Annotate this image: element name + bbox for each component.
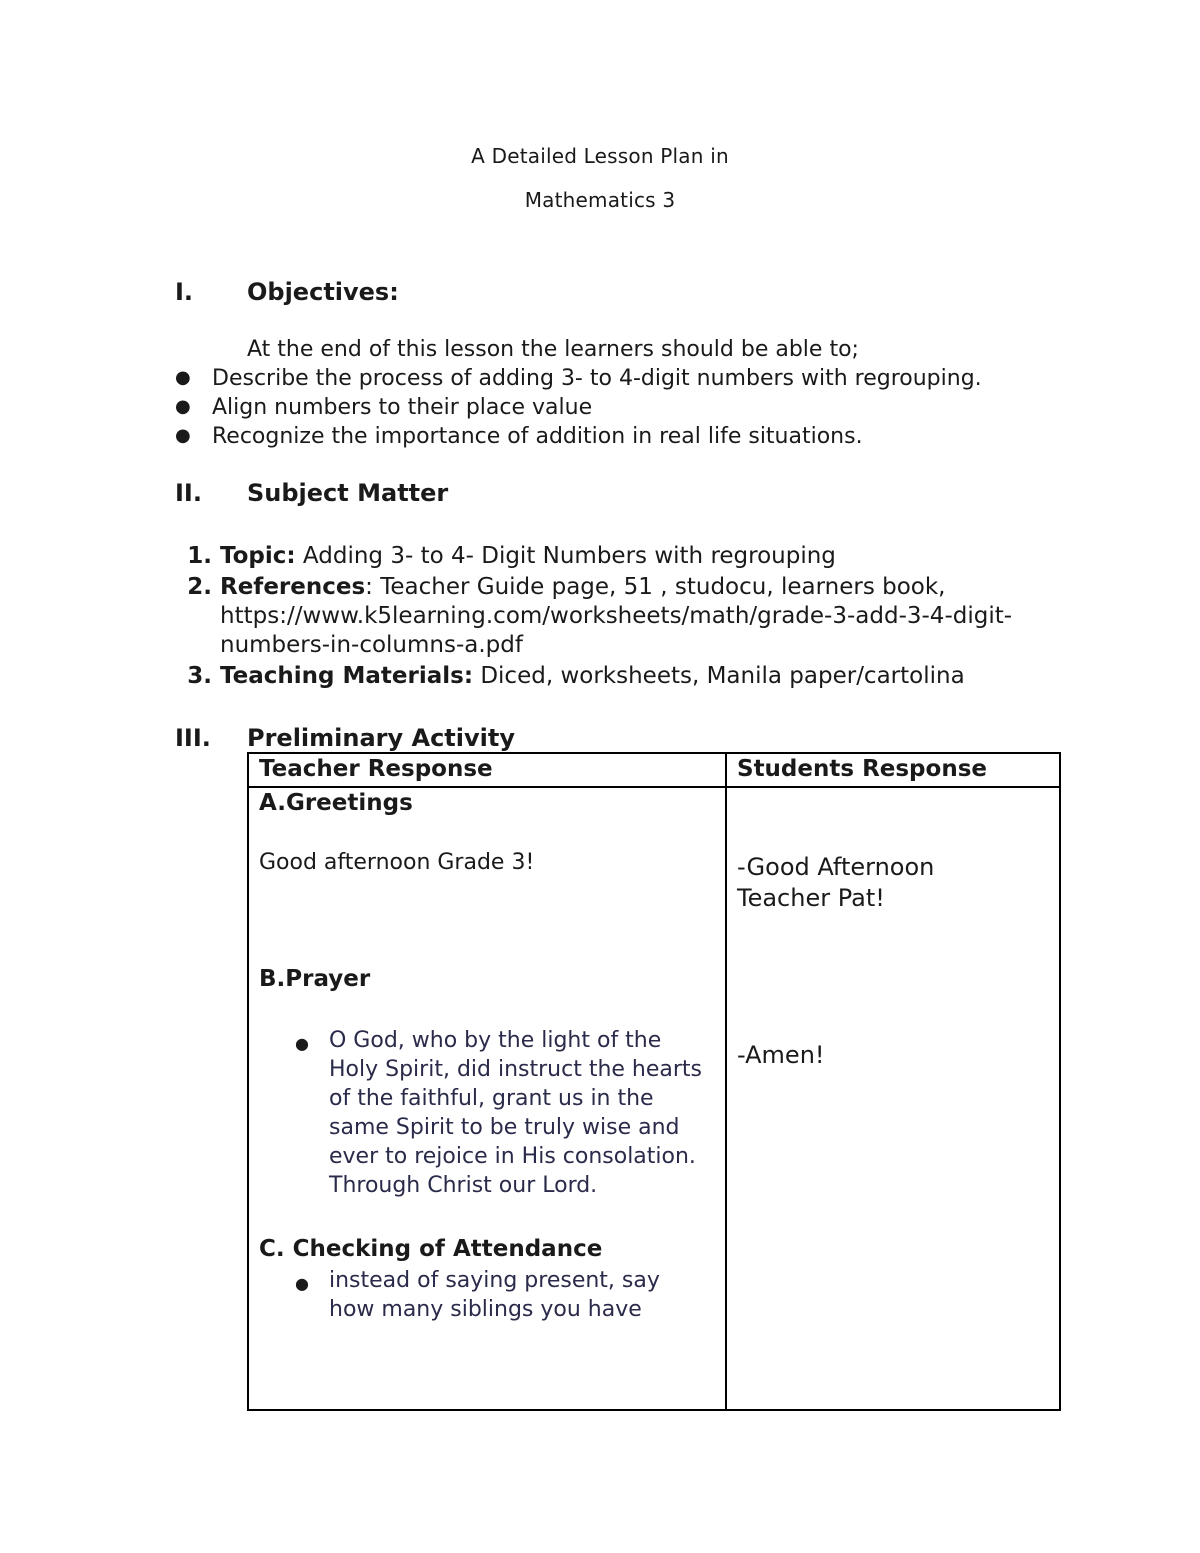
objective-item: Describe the process of adding 3- to 4-digit numbers with regrouping.	[212, 366, 982, 391]
greetings-label: A.Greetings	[259, 790, 413, 816]
item-label: Teaching Materials:	[220, 663, 474, 689]
response-line: -Good Afternoon	[737, 853, 935, 881]
prayer-line: Through Christ our Lord.	[329, 1173, 598, 1198]
section-title-preliminary: Preliminary Activity	[247, 724, 515, 752]
column-header-students: Students Response	[726, 753, 1060, 787]
prayer-line: ever to rejoice in His consolation.	[329, 1144, 696, 1169]
section-title-objectives: Objectives:	[247, 278, 399, 306]
section-numeral-preliminary: III.	[175, 724, 211, 752]
prayer-line: Holy Spirit, did instruct the hearts	[329, 1057, 703, 1082]
prayer-text	[329, 1026, 709, 1200]
section-numeral-objectives: I.	[175, 278, 194, 306]
column-header-teacher: Teacher Response	[248, 753, 726, 787]
subject-item-materials	[187, 662, 1120, 691]
attendance-text	[329, 1266, 709, 1324]
greetings-response	[737, 852, 934, 914]
prayer-label: B.Prayer	[259, 966, 371, 992]
students-response-cell	[726, 787, 1060, 1410]
prayer-line: of the faithful, grant us in the	[329, 1086, 654, 1111]
response-line: Teacher Pat!	[737, 884, 885, 912]
subject-matter-list	[187, 542, 1120, 691]
subject-item-topic	[187, 542, 1120, 571]
bullet-icon: ●	[295, 1274, 309, 1293]
item-text: Diced, worksheets, Manila paper/cartolina	[473, 663, 965, 689]
item-number: 2.	[187, 574, 212, 600]
reference-url: https://www.k5learning.com/worksheets/math/grade-3-add-3-4-digit-	[220, 603, 1013, 629]
greetings-text: Good afternoon Grade 3!	[259, 850, 535, 875]
item-number: 3.	[187, 663, 212, 689]
objective-item: Recognize the importance of addition in real life situations.	[212, 424, 863, 449]
document-subtitle: Mathematics 3	[524, 188, 676, 212]
item-colon: :	[365, 574, 373, 600]
item-text: Teacher Guide page, 51 , studocu, learners book,	[372, 574, 946, 600]
bullet-icon: ●	[295, 1034, 309, 1053]
prayer-response: -Amen!	[737, 1041, 825, 1069]
section-numeral-subject: II.	[175, 479, 202, 507]
item-text: Adding 3- to 4- Digit Numbers with regrouping	[295, 543, 836, 569]
item-label: References	[220, 574, 366, 600]
item-label: Topic:	[220, 543, 296, 569]
activity-table	[247, 752, 1061, 1411]
subject-item-references	[187, 573, 1120, 660]
bullet-icon: ●	[175, 396, 191, 417]
attendance-label: C. Checking of Attendance	[259, 1236, 603, 1262]
teacher-response-cell	[248, 787, 726, 1410]
objectives-intro: At the end of this lesson the learners should be able to;	[247, 337, 859, 362]
prayer-line: O God, who by the light of the	[329, 1028, 662, 1053]
attendance-line: how many siblings you have	[329, 1297, 642, 1322]
reference-url-cont: numbers-in-columns-a.pdf	[220, 632, 523, 658]
objective-item: Align numbers to their place value	[212, 395, 593, 420]
document-title: A Detailed Lesson Plan in	[471, 144, 729, 168]
bullet-icon: ●	[175, 425, 191, 446]
item-number: 1.	[187, 543, 212, 569]
attendance-line: instead of saying present, say	[329, 1268, 660, 1293]
section-title-subject: Subject Matter	[247, 479, 449, 507]
bullet-icon: ●	[175, 367, 191, 388]
prayer-line: same Spirit to be truly wise and	[329, 1115, 680, 1140]
